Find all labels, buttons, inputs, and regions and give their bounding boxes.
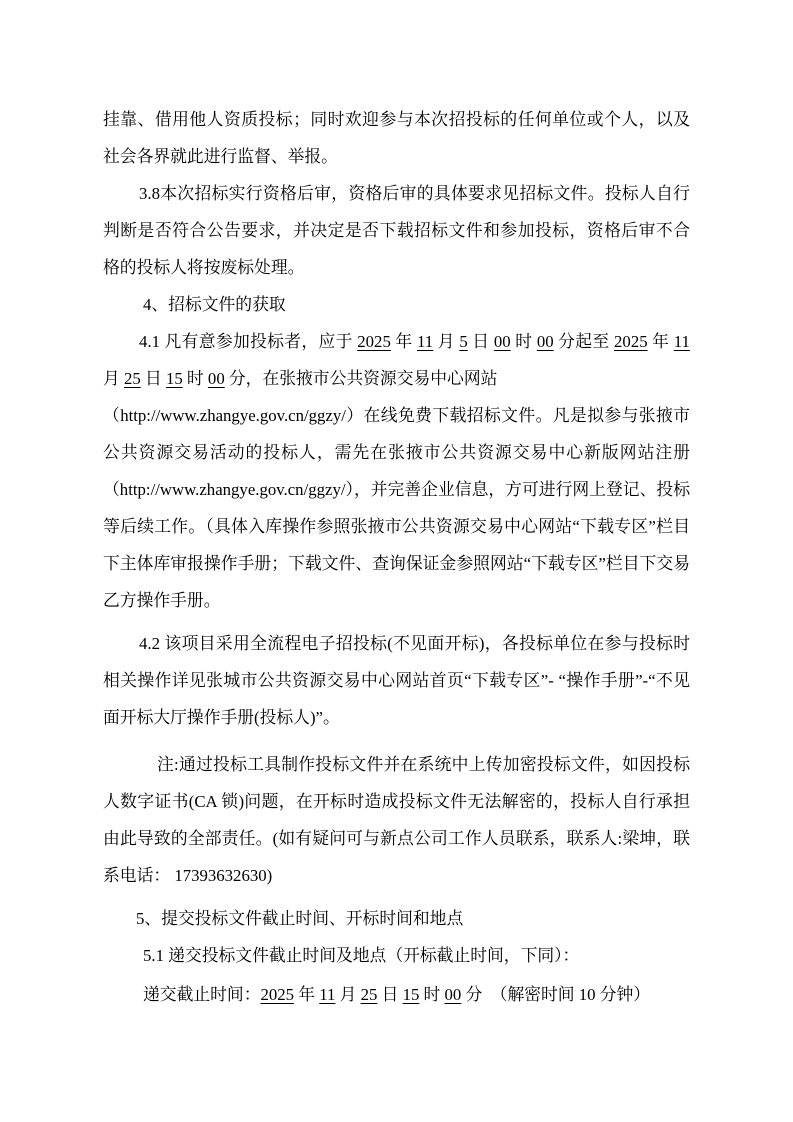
paragraph-continuation: 挂靠、借用他人资质投标；同时欢迎参与本次招投标的任何单位或个人，以及社会各界就此进行监督、举报。 <box>103 110 690 166</box>
underlined-field-value: 00 <box>493 332 511 351</box>
paragraph-3-8: 3.8本次招标实行资格后审，资格后审的具体要求见招标文件。投标人自行判断是否符合公告要求，并决定是否下载招标文件和参加投标，资格后审不合格的投标人将按废标处理。 <box>103 184 690 277</box>
text-run: 分 （解密时间 10 分钟） <box>461 985 651 1004</box>
text-run: ，并完善企业信息，方可进行网上登记、投标等后续工作。（具体入库操作参照张掖市公共资源交易中心网站“下载专区”栏目下主体库审报操作手册；下载文件、查询保证金参照网站“下载专区”栏目下交易乙方操作手册。 <box>103 480 690 610</box>
text-run: 4.1 凡有意参加投标者，应于 <box>139 332 358 351</box>
paragraph-note: 注:通过投标工具制作投标文件并在系统中上传加密投标文件，如因投标人数字证书(CA 锁)问题，在开标时造成投标文件无法解密的，投标人自行承担由此导致的全部责任。(如有疑问可与新点公司工作人员联系，联系人:梁坤，联系电话： 17393632630) <box>103 755 690 885</box>
text-run: （http://www.zhangye.gov.cn/ggzy/） <box>103 406 364 425</box>
text-run: 月 <box>103 369 124 388</box>
text-run: 时 <box>419 985 445 1004</box>
text-run: 分，在张掖市公共资源交易中心网站 <box>224 369 498 388</box>
paragraph-deadline <box>103 976 690 1013</box>
underlined-field-value: 2025 <box>357 332 391 351</box>
underlined-field-value: 00 <box>444 985 462 1004</box>
underlined-field-value: 11 <box>417 332 434 351</box>
text-run: 时 <box>510 332 537 351</box>
heading-section-5-1: 5.1 递交投标文件截止时间及地点（开标截止时间，下同）： <box>143 946 580 965</box>
text-run: 日 <box>467 332 494 351</box>
text-run: 年 <box>390 332 417 351</box>
text-run: 时 <box>182 369 208 388</box>
text-run: 年 <box>647 332 674 351</box>
heading-section-5: 5、提交投标文件截止时间、开标时间和地点 <box>136 909 464 928</box>
underlined-field-value: 00 <box>207 369 225 388</box>
text-run: 日 <box>140 369 166 388</box>
text-run: 日 <box>377 985 403 1004</box>
text-run: 年 <box>294 985 320 1004</box>
text-run: 递交截止时间： <box>143 985 261 1004</box>
underlined-field-value: 00 <box>536 332 554 351</box>
text-run: 月 <box>433 332 460 351</box>
text-run: 月 <box>335 985 361 1004</box>
underlined-field-value: 5 <box>459 332 468 351</box>
heading-section-4: 4、招标文件的获取 <box>143 295 286 314</box>
document-page <box>103 101 690 1013</box>
paragraph-4-2: 4.2 该项目采用全流程电子招投标(不见面开标)，各投标单位在参与投标时相关操作详见张城市公共资源交易中心网站首页“下载专区”- “操作手册”-“不见面开标大厅操作手册(投标人)”。 <box>103 634 690 727</box>
underlined-field-value: 2025 <box>260 985 295 1004</box>
underlined-field-value: 15 <box>165 369 183 388</box>
paragraph-4-1 <box>103 323 690 619</box>
underlined-field-value: 15 <box>402 985 420 1004</box>
text-run: 在线免费下载招标文件。凡是拟参与张掖市公共资源交易活动的投标人，需先在张掖市公共资源交易中心新版网站注册 <box>103 406 690 462</box>
text-run: （http://www.zhangye.gov.cn/ggzy/） <box>103 480 354 499</box>
text-run: 分起至 <box>553 332 615 351</box>
underlined-field-value: 11 <box>673 332 690 351</box>
underlined-field-value: 2025 <box>614 332 648 351</box>
underlined-field-value: 25 <box>360 985 378 1004</box>
underlined-field-value: 25 <box>123 369 141 388</box>
underlined-field-value: 11 <box>319 985 336 1004</box>
